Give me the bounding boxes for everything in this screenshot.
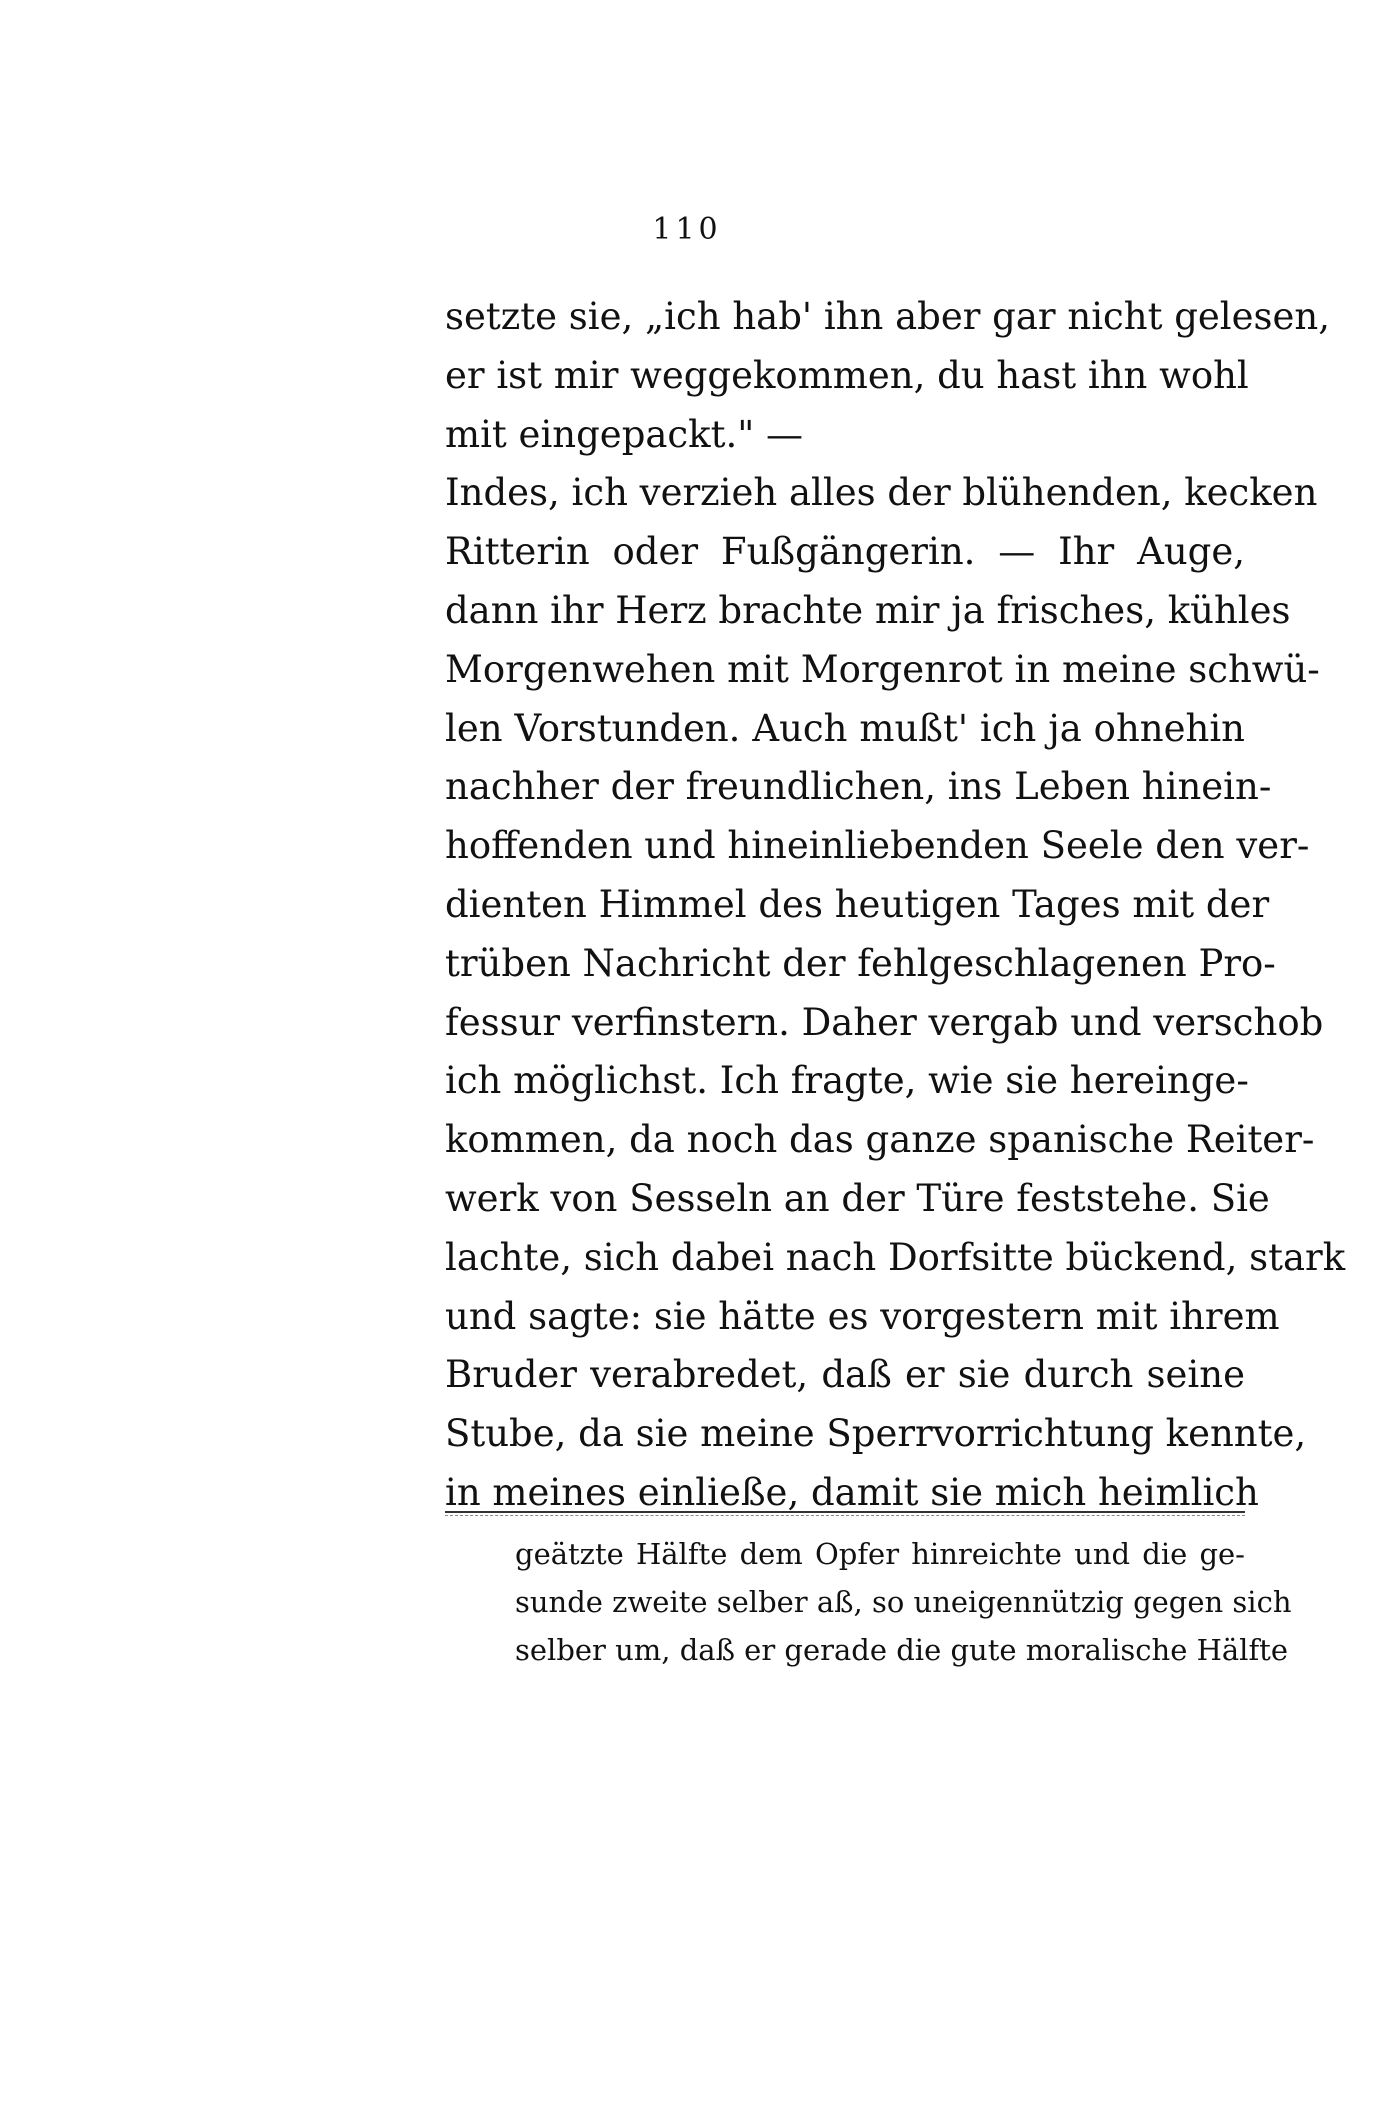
footnote-rule-dashes [445,1515,1245,1516]
body-line: er ist mir weggekommen, du hast ihn wohl [445,353,1249,397]
body-line: trüben Nachricht der fehlgeschlagenen Pro- [445,941,1276,985]
footnote-line: sunde zweite selber aß, so uneigennützig gegen sich [515,1585,1292,1619]
body-line: len Vorstunden. Auch mußt' ich ja ohnehin [445,706,1245,750]
body-line: Bruder verabredet, daß er sie durch seine [445,1353,1245,1397]
body-line: dann ihr Herz brachte mir ja frisches, kühles [445,588,1291,632]
body-line: und sagte: sie hätte es vorgestern mit ihrem [445,1294,1280,1338]
body-line: lachte, sich dabei nach Dorfsitte bückend, stark [445,1235,1346,1279]
body-line: ich möglichst. Ich fragte, wie sie hereinge- [445,1059,1249,1103]
body-line: Morgenwehen mit Morgenrot in meine schwü- [445,647,1320,691]
page-number: 110 [652,212,722,247]
body-line: kommen, da noch das ganze spanische Reiter- [445,1118,1315,1162]
body-line: in meines einließe, damit sie mich heimlich [445,1470,1259,1514]
body-line: Indes, ich verzieh alles der blühenden, kecken [445,471,1318,515]
footnote-line: geätzte Hälfte dem Opfer hinreichte und die ge- [515,1537,1245,1571]
body-line: mit eingepackt." — [445,412,803,456]
body-line: Stube, da sie meine Sperrvorrichtung kennte, [445,1412,1307,1456]
body-line: werk von Sesseln an der Türe feststehe. Sie [445,1176,1270,1220]
body-line: hoffenden und hineinliebenden Seele den ver- [445,824,1310,868]
footnote [515,1530,1292,1674]
body-line: Ritterin oder Fußgängerin. — Ihr Auge, [445,530,1245,574]
body-line: setzte sie, „ich hab' ihn aber gar nicht gelesen, [445,295,1331,338]
footnote-line: selber um, daß er gerade die gute moralische Hälfte [515,1633,1288,1667]
body-line: fessur verfinstern. Daher vergab und verschob [445,1000,1324,1044]
footnote-rule [445,1511,1245,1513]
body-line: nachher der freundlichen, ins Leben hinein- [445,765,1272,809]
body-text [445,288,1346,1523]
body-line: dienten Himmel des heutigen Tages mit der [445,882,1270,926]
